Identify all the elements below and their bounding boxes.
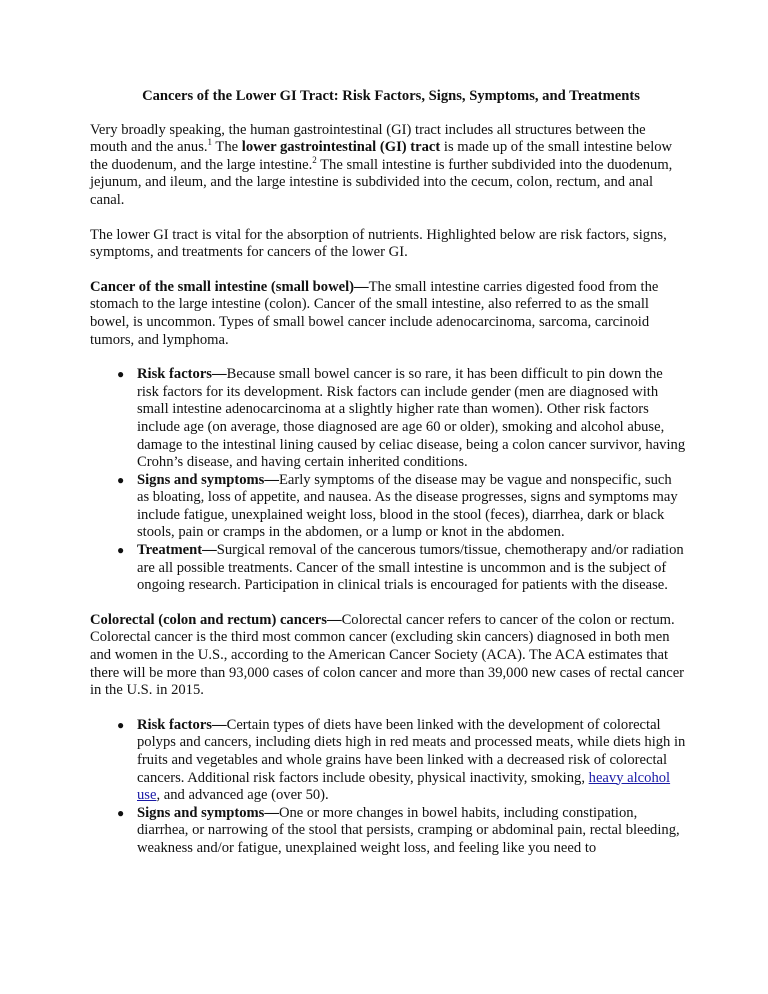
overview-paragraph: The lower GI tract is vital for the absorption of nutrients. Highlighted below are risk factors, signs, symptoms, and treatments for cancers of the lower GI. <box>90 226 667 261</box>
bullet-icon: ● <box>117 717 125 732</box>
list-item <box>117 804 686 858</box>
section-small-intestine <box>90 279 686 349</box>
section-body-colorectal: Colorectal cancer refers to cancer of the colon or rectum. Colorectal cancer is the third most common cancer (excluding skin cancers) diagnosed in both men and women in the U.S., according to the American Cancer Society (ACA). The ACA estimates that there will be more than 93,000 cases of colon cancer and more than 39,000 new cases of rectal cancer in the U.S. in 2015. <box>90 611 685 699</box>
bullet-label: Treatment— <box>137 542 217 559</box>
bullet-text: Surgical removal of the cancerous tumors/tissue, chemotherapy and/or radiation are all possible treatments. Cancer of the small intestine is uncommon and is the subject of ongoing research. Participation in clinical trials is encouraged for patients with the disease. <box>137 542 684 594</box>
small-intestine-bullet-list <box>90 366 686 595</box>
intro-text-4: The small intestine is further subdivided into the duodenum, jejunum, and ileum, and the large intestine is subdivided into the cecum, colon, rectum, and anal canal. <box>90 156 673 208</box>
bullet-icon: ● <box>117 367 125 382</box>
list-item <box>117 366 686 472</box>
bullet-label: Risk factors— <box>137 716 227 733</box>
bullet-text-after-link: , and advanced age (over 50). <box>156 787 329 804</box>
intro-text-1: Very broadly speaking, the human gastrointestinal (GI) tract includes all structures between the mouth and the anus. <box>90 121 646 156</box>
list-item <box>117 471 686 542</box>
bullet-text: One or more changes in bowel habits, including constipation, diarrhea, or narrowing of the stool that persists, cramping or abdominal pain, rectal bleeding, weakness and/or fatigue, unexplained weight loss, and feeling like you need to <box>137 804 680 856</box>
section-heading-small-intestine: Cancer of the small intestine (small bowel)— <box>90 278 369 295</box>
intro-text-3: is made up of the small intestine below the duodenum, and the large intestine. <box>90 139 673 173</box>
section-body-small-intestine: The small intestine carries digested food from the stomach to the large intestine (colon). Cancer of the small intestine, also referred to as the small bowel, is uncommon. Types of small bowel cancer include adenocarcinoma, sarcoma, carcinoid tumors, and lymphoma. <box>90 278 659 348</box>
bullet-label: Signs and symptoms— <box>137 804 279 821</box>
colorectal-bullet-list <box>90 717 686 858</box>
document-title: Cancers of the Lower GI Tract: Risk Factors, Signs, Symptoms, and Treatments <box>142 88 640 104</box>
section-heading-colorectal: Colorectal (colon and rectum) cancers— <box>90 611 342 628</box>
bullet-text: Because small bowel cancer is so rare, it has been difficult to pin down the risk factors for its development. Risk factors can include gender (men are diagnosed with small intestine adenocarcinoma at a slightly higher rate than women). Other risk factors include age (on average, those diagnosed are age 60 or older), smoking and alcohol abuse, damage to the intestinal lining caused by celiac disease, being a colon cancer survivor, having Crohn’s disease, and having certain inherited conditions. <box>137 366 686 471</box>
bullet-label: Signs and symptoms— <box>137 471 279 488</box>
heavy-alcohol-use-link[interactable]: heavy alcohol use <box>137 769 671 804</box>
bullet-text: Early symptoms of the disease may be vague and nonspecific, such as bloating, loss of appetite, and nausea. As the disease progresses, signs and symptoms may include fatigue, unexplained weight loss, blood in the stool (feces), diarrhea, dark or black stools, pain or cramps in the abdomen, or a lump or knot in the abdomen. <box>137 471 678 541</box>
section-colorectal <box>90 612 686 700</box>
bullet-label: Risk factors— <box>137 366 227 383</box>
list-item <box>117 542 686 595</box>
footnote-ref-1[interactable]: 1 <box>207 137 213 148</box>
bullet-icon: ● <box>117 472 125 487</box>
footnote-ref-2[interactable]: 2 <box>312 154 317 165</box>
intro-bold-term: lower gastrointestinal (GI) tract <box>241 139 441 156</box>
list-item <box>117 716 686 805</box>
bullet-text: Certain types of diets have been linked with the development of colorectal polyps and cancers, including diets high in red meats and processed meats, while diets high in fruits and vegetables and whole grains have been linked with a decreased risk of colorectal cancers. Additional risk factors include obesity, physical inactivity, smoking, <box>137 716 686 786</box>
intro-text-2: The <box>212 139 242 156</box>
intro-paragraph <box>90 122 686 210</box>
bullet-icon: ● <box>117 543 125 558</box>
document-content <box>90 88 686 875</box>
bullet-icon: ● <box>117 805 125 820</box>
